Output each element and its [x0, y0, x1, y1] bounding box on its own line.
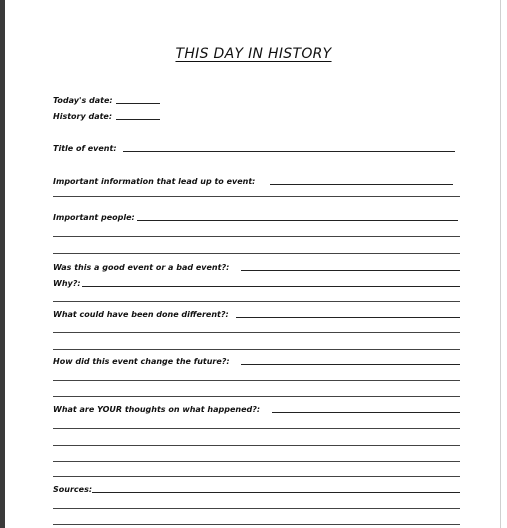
change-future-label: How did this event change the future?:	[53, 357, 230, 366]
history-date-line[interactable]	[116, 119, 160, 120]
your-thoughts-rule[interactable]	[53, 461, 460, 462]
title-of-event-line[interactable]	[123, 151, 455, 152]
why-label: Why?:	[53, 279, 81, 288]
why-line[interactable]	[82, 286, 460, 287]
right-page-edge	[500, 0, 501, 528]
change-future-line[interactable]	[241, 364, 460, 365]
change-future-rule[interactable]	[53, 396, 460, 397]
worksheet-title-text: THIS DAY IN HISTORY	[175, 46, 332, 62]
sources-rule[interactable]	[53, 524, 460, 525]
sources-label: Sources:	[53, 485, 93, 494]
left-window-edge	[0, 0, 5, 528]
important-people-rule[interactable]	[53, 236, 460, 237]
sources-line[interactable]	[92, 492, 460, 493]
important-people-label: Important people:	[53, 213, 135, 222]
important-information-line[interactable]	[270, 184, 453, 185]
good-or-bad-label: Was this a good event or a bad event?:	[53, 263, 230, 272]
done-different-label: What could have been done different?:	[53, 310, 229, 319]
important-information-rule[interactable]	[53, 196, 460, 197]
worksheet-title	[0, 46, 507, 62]
important-people-line[interactable]	[137, 220, 458, 221]
your-thoughts-rule[interactable]	[53, 428, 460, 429]
your-thoughts-rule[interactable]	[53, 476, 460, 477]
done-different-rule[interactable]	[53, 349, 460, 350]
done-different-line[interactable]	[236, 317, 460, 318]
your-thoughts-label: What are YOUR thoughts on what happened?:	[53, 405, 261, 414]
history-date-label: History date:	[53, 112, 113, 121]
title-of-event-label: Title of event:	[53, 144, 117, 153]
important-information-label: Important information that lead up to event:	[53, 177, 256, 186]
good-or-bad-line[interactable]	[241, 270, 460, 271]
change-future-rule[interactable]	[53, 380, 460, 381]
todays-date-label: Today's date:	[53, 96, 113, 105]
your-thoughts-rule[interactable]	[53, 445, 460, 446]
sources-rule[interactable]	[53, 508, 460, 509]
done-different-rule[interactable]	[53, 332, 460, 333]
todays-date-line[interactable]	[116, 103, 160, 104]
your-thoughts-line[interactable]	[272, 412, 460, 413]
important-people-rule[interactable]	[53, 253, 460, 254]
why-rule[interactable]	[53, 301, 460, 302]
